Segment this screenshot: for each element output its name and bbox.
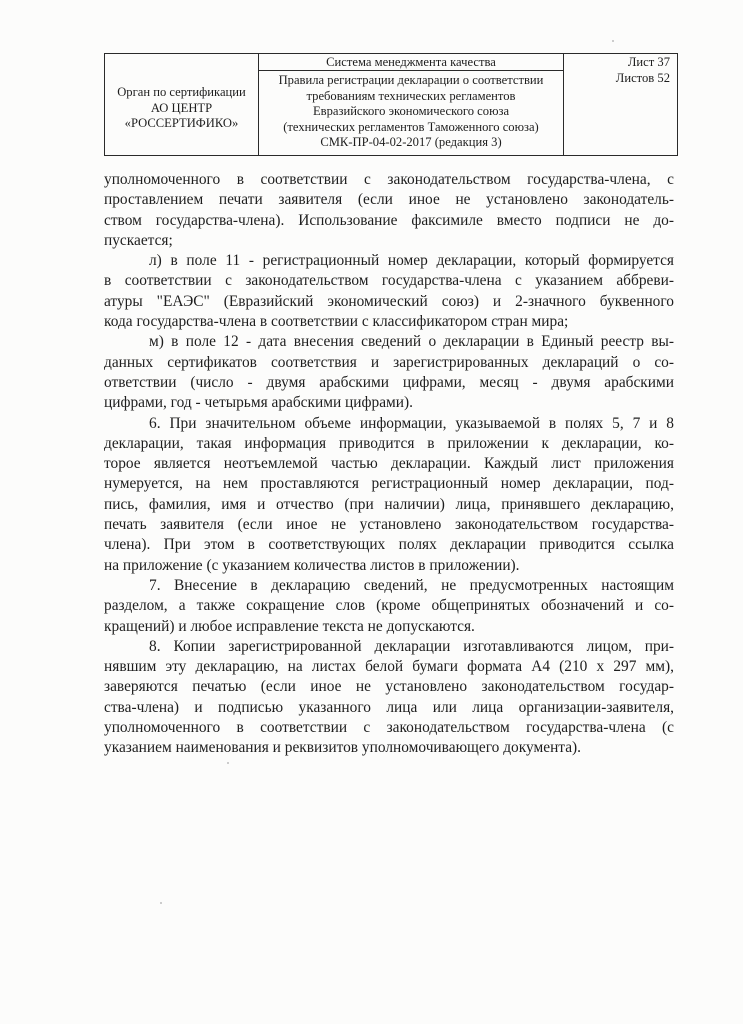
header-organization-cell xyxy=(105,54,259,155)
text-line: пись, фамилия, имя и отчество (при наличии) лица, принявшего декларацию, xyxy=(104,495,674,513)
doc-title-line: (технических регламентов Таможенного союза) xyxy=(283,119,539,134)
scan-speck xyxy=(227,762,229,764)
text-line: данных сертификатов соответствия и зарегистрированных деклараций о со- xyxy=(104,353,674,371)
header-table xyxy=(104,53,678,156)
document-body xyxy=(104,170,674,759)
header-sheet-cell xyxy=(564,54,677,155)
text-line: ством государства-члена). Использование факсимиле вместо подписи не до- xyxy=(104,211,674,229)
text-line: печать заявителя (если иное не установлено законодательством государства- xyxy=(104,516,674,534)
text-line: 8. Копии зарегистрированной декларации изготавливаются лицом, при- xyxy=(149,637,674,655)
text-line: на приложение (с указанием количества листов в приложении). xyxy=(104,556,520,574)
text-line: торое является неотъемлемой частью декларации. Каждый лист приложения xyxy=(104,455,674,473)
text-line: кода государства-члена в соответствии с классификатором стран мира; xyxy=(104,313,569,331)
text-line: ства-члена) и подписью указанного лица или лица организации-заявителя, xyxy=(104,698,674,716)
text-line: цифрами, год - четырьмя арабскими цифрами). xyxy=(104,394,413,412)
text-line: в соответствии с законодательством государства-члена с указанием аббреви- xyxy=(104,272,674,290)
text-line: атуры "ЕАЭС" (Евразийский экономический союз) и 2-значного буквенного xyxy=(104,292,674,310)
text-line: кращений) и любое исправление текста не допускаются. xyxy=(104,617,475,635)
text-line: ответствии (число - двумя арабскими цифрами, месяц - двумя арабскими xyxy=(104,373,674,391)
doc-title-line: Правила регистрации декларации о соответствии xyxy=(278,73,544,87)
text-line: нумеруется, на нем проставляются регистрационный номер декларации, под- xyxy=(104,475,674,493)
document-title xyxy=(259,71,563,151)
text-line: пускается; xyxy=(104,231,173,249)
sheet-number: Лист 37 xyxy=(627,55,670,69)
doc-code: СМК-ПР-04-02-2017 (редакция 3) xyxy=(320,135,502,150)
text-line: уполномоченного в соответствии с законодательством государства-члена (с xyxy=(104,719,674,737)
text-line: члена). При этом в соответствующих полях декларации приводится ссылка xyxy=(104,536,674,554)
text-line: 6. При значительном объеме информации, указываемой в полях 5, 7 и 8 xyxy=(149,414,674,432)
org-line: АО ЦЕНТР xyxy=(150,100,213,115)
text-line: нявшим эту декларацию, на листах белой бумаги формата А4 (210 х 297 мм), xyxy=(104,658,674,676)
text-line: уполномоченного в соответствии с законодательством государства-члена, с xyxy=(104,171,674,188)
text-line: 7. Внесение в декларацию сведений, не предусмотренных настоящим xyxy=(149,576,674,594)
doc-title-line: требованиям технических регламентов xyxy=(306,88,516,103)
text-line: декларации, такая информация приводится в приложении к декларации, ко- xyxy=(104,434,674,452)
text-line: указанием наименования и реквизитов уполномочивающего документа). xyxy=(104,739,582,757)
org-line: Орган по сертификации xyxy=(117,85,246,100)
doc-title-line: Евразийского экономического союза xyxy=(312,104,510,119)
org-line: «РОССЕРТИФИКО» xyxy=(124,116,239,131)
text-line: заверяются печатью (если иное не установлено законодательством государ- xyxy=(104,678,674,696)
system-title: Система менеджмента качества xyxy=(259,54,563,71)
scan-speck xyxy=(160,902,162,904)
text-line: л) в поле 11 - регистрационный номер декларации, который формируется xyxy=(149,252,674,270)
header-document-cell xyxy=(259,54,564,155)
text-line: разделом, а также сокращение слов (кроме общепринятых обозначений и со- xyxy=(104,597,674,615)
text-line: м) в поле 12 - дата внесения сведений о декларации в Единый реестр вы- xyxy=(149,333,674,351)
sheets-total: Листов 52 xyxy=(615,70,670,85)
scan-speck xyxy=(612,40,614,42)
text-line: проставлением печати заявителя (если иное не установлено законодатель- xyxy=(104,191,674,209)
